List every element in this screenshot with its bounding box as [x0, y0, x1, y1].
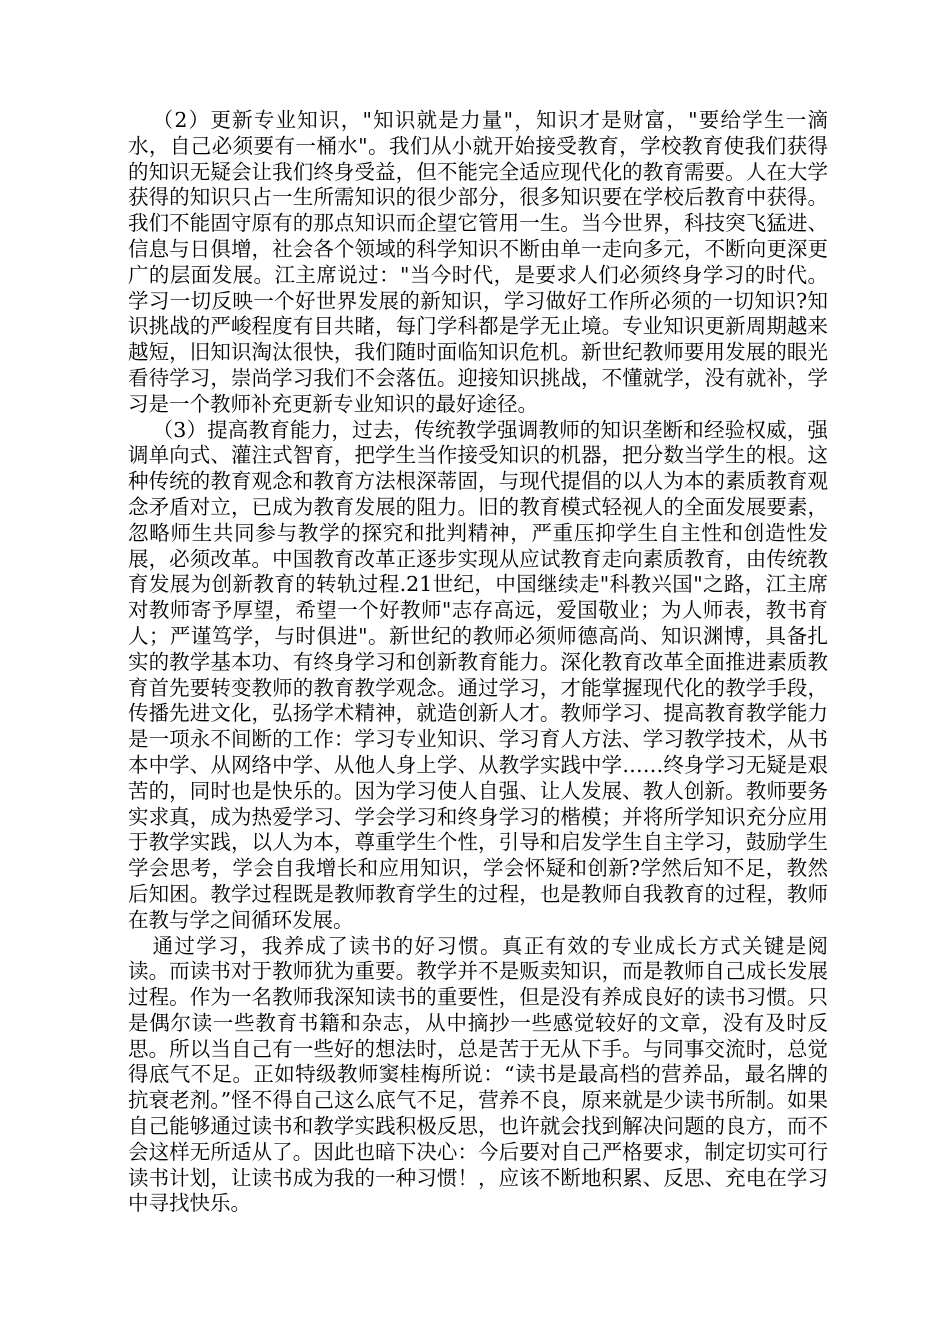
paragraph-update-knowledge: （2）更新专业知识，"知识就是力量"，知识才是财富，"要给学生一滴水，自己必须要有一桶水"。我们从小就开始接受教育，学校教育使我们获得的知识无疑会让我们终身受益，但不能完全适应现代化的教育需要。人在大学获得的知识只占一生所需知识的很少部分，很多知识要在学校后教育中获得。我们不能固守原有的那点知识而企望它管用一生。当今世界，科技突飞猛进、信息与日俱增，社会各个领域的科学知识不断由单一走向多元，不断向更深更广的层面发展。江主席说过："当今时代，是要求人们必须终身学习的时代。学习一切反映一个好世界发展的新知识，学习做好工作所必须的一切知识?知识挑战的严峻程度有目共睹，每门学科都是学无止境。专业知识更新周期越来越短，旧知识淘汰很快，我们随时面临知识危机。新世纪教师要用发展的眼光看待学习，崇尚学习我们不会落伍。迎接知识挑战，不懂就学，没有就补，学习是一个教师补充更新专业知识的最好途径。 [128, 108, 828, 416]
paragraph-reading-habit: 通过学习，我养成了读书的好习惯。真正有效的专业成长方式关键是阅读。而读书对于教师犹为重要。教学并不是贩卖知识，而是教师自己成长发展过程。作为一名教师我深知读书的重要性，但是没有养成良好的读书习惯。只是偶尔读一些教育书籍和杂志，从中摘抄一些感觉较好的文章，没有及时反思。所以当自己有一些好的想法时，总是苦于无从下手。与同事交流时，总觉得底气不足。正如特级教师窦桂梅所说：“读书是最高档的营养品，最名牌的抗衰老剂。”怪不得自己这么底气不足，营养不良，原来就是少读书所制。如果自己能够通过读书和教学实践积极反思，也许就会找到解决问题的良方，而不会这样无所适从了。因此也暗下决心：今后要对自己严格要求，制定切实可行读书计划，让读书成为我的一种习惯！，应该不断地积累、反思、充电在学习中寻找快乐。 [128, 933, 828, 1216]
paragraph-improve-teaching-ability: （3）提高教育能力，过去，传统教学强调教师的知识垄断和经验权威，强调单向式、灌注式智育，把学生当作接受知识的机器，把分数当学生的根。这种传统的教育观念和教育方法根深蒂固，与现代提倡的以人为本的素质教育观念矛盾对立，已成为教育发展的阻力。旧的教育模式轻视人的全面发展要素，忽略师生共同参与教学的探究和批判精神，严重压抑学生自主性和创造性发展，必须改革。中国教育改革正逐步实现从应试教育走向素质教育，由传统教育发展为创新教育的转轨过程.21世纪，中国继续走"科教兴国"之路，江主席对教师寄予厚望，希望一个好教师"志存高远，爱国敬业；为人师表，教书育人；严谨笃学，与时俱进"。新世纪的教师必须师德高尚、知识渊博，具备扎实的教学基本功、有终身学习和创新教育能力。深化教育改革全面推进素质教育首先要转变教师的教育教学观念。通过学习，才能掌握现代化的教学手段，传播先进文化，弘扬学术精神，就造创新人才。教师学习、提高教育教学能力是一项永不间断的工作：学习专业知识、学习育人方法、学习教学技术，从书本中学、从网络中学、从他人身上学、从教学实践中学……终身学习无疑是艰苦的，同时也是快乐的。因为学习使人自强、让人发展、教人创新。教师要务实求真，成为热爱学习、学会学习和终身学习的楷模；并将所学知识充分应用于教学实践，以人为本，尊重学生个性，引导和启发学生自主学习，鼓励学生学会思考，学会自我增长和应用知识，学会怀疑和创新?学然后知不足，教然后知困。教学过程既是教师教育学生的过程，也是教师自我教育的过程，教师在教与学之间循环发展。 [128, 417, 828, 932]
document-page [128, 108, 828, 1217]
